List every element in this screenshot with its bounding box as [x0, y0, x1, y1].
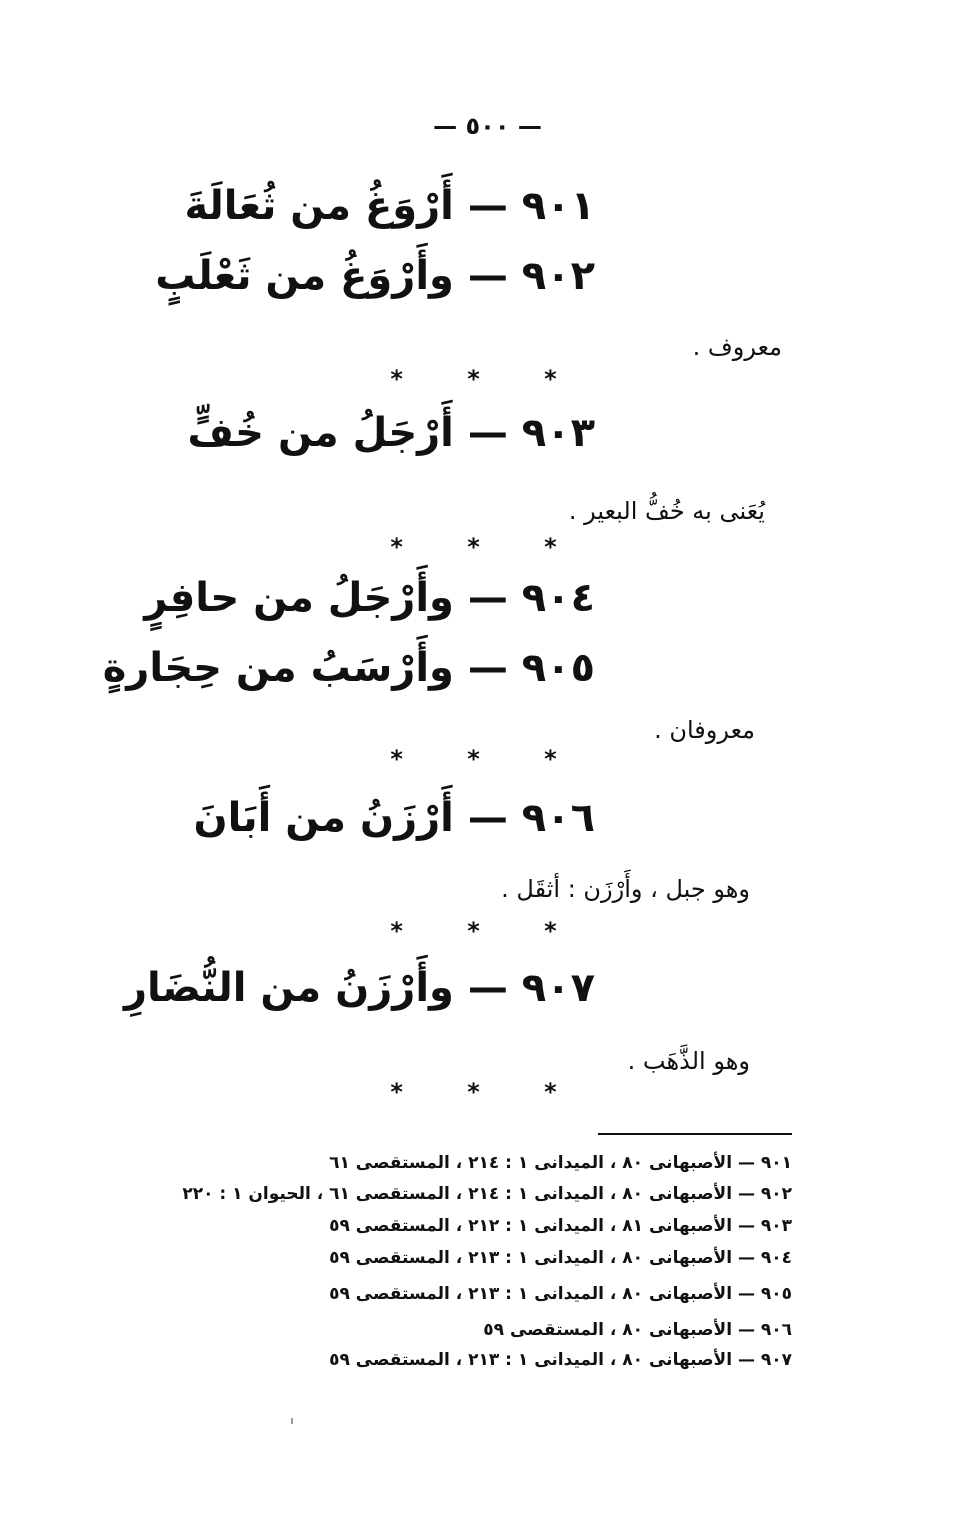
note-904-905: معروفان .: [654, 716, 755, 744]
separator-stars-5: * * *: [390, 1078, 585, 1106]
entry-901: ٩٠١ — أَرْوَغُ من ثُعَالَةَ: [184, 183, 595, 229]
entry-903: ٩٠٣ — أَرْجَلُ من خُفٍّ: [187, 410, 595, 456]
note-901-902: معروف .: [692, 333, 782, 361]
footnote-902: ٩٠٢ — الأصبهانى ٨٠ ، الميدانى ١ : ٢١٤ ، المستقصى ٦١ ، الحيوان ١ : ٢٢٠: [182, 1184, 792, 1204]
separator-stars-2: * * *: [390, 533, 585, 561]
separator-stars-3: * * *: [390, 745, 585, 773]
page-number: — ٥٠٠ —: [433, 112, 542, 140]
entry-904: ٩٠٤ — وأَرْجَلُ من حافِرٍ: [144, 575, 595, 621]
footnote-rule: [598, 1133, 792, 1135]
note-907: وهو الذَّهَب .: [627, 1047, 750, 1075]
entry-906: ٩٠٦ — أَرْزَنُ من أَبَانَ: [193, 795, 595, 841]
footnote-903: ٩٠٣ — الأصبهانى ٨١ ، الميدانى ١ : ٢١٢ ، المستقصى ٥٩: [329, 1216, 792, 1236]
note-906: وهو جبل ، وأَرْزَن : أثقَل .: [501, 875, 750, 903]
separator-stars-4: * * *: [390, 917, 585, 945]
footnote-904: ٩٠٤ — الأصبهانى ٨٠ ، الميدانى ١ : ٢١٣ ، المستقصى ٥٩: [329, 1248, 792, 1268]
separator-stars-1: * * *: [390, 365, 585, 393]
entry-905: ٩٠٥ — وأَرْسَبُ من حِجَارةٍ: [102, 645, 595, 691]
note-903: يُعَنى به خُفُّ البعير .: [568, 497, 765, 525]
footnote-906: ٩٠٦ — الأصبهانى ٨٠ ، المستقصى ٥٩: [483, 1320, 792, 1340]
entry-902: ٩٠٢ — وأَرْوَغُ من ثَعْلَبٍ: [155, 253, 595, 299]
footnote-901: ٩٠١ — الأصبهانى ٨٠ ، الميدانى ١ : ٢١٤ ، المستقصى ٦١: [329, 1153, 792, 1173]
scan-mark: [291, 1418, 293, 1424]
footnote-905: ٩٠٥ — الأصبهانى ٨٠ ، الميدانى ١ : ٢١٣ ، المستقصى ٥٩: [329, 1284, 792, 1304]
footnote-907: ٩٠٧ — الأصبهانى ٨٠ ، الميدانى ١ : ٢١٣ ، المستقصى ٥٩: [329, 1350, 792, 1370]
entry-907: ٩٠٧ — وأَرْزَنُ من النُّضَارِ: [123, 965, 595, 1011]
